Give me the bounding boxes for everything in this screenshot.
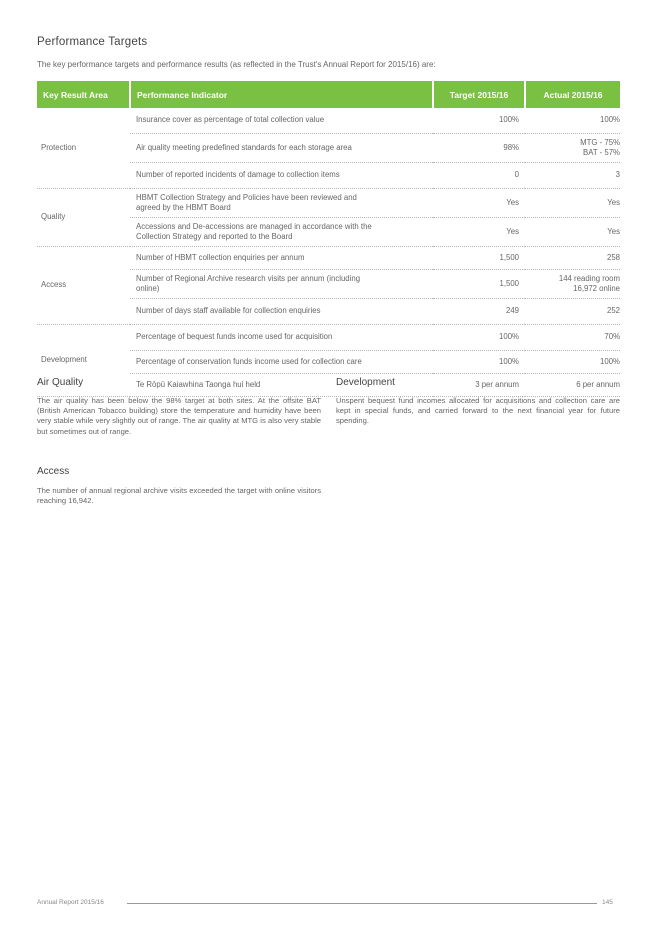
target-cell: Yes [433,189,525,218]
actual-cell: 70% [525,325,620,351]
target-cell: 100% [433,325,525,351]
access-heading: Access [37,466,70,477]
development-heading: Development [336,377,395,388]
actual-cell: 258 [525,247,620,270]
target-cell: 3 per annum [433,374,525,397]
actual-cell [525,270,620,299]
indicator-cell: Te Rōpū Kaiawhina Taonga hui held [130,374,433,397]
air-quality-heading: Air Quality [37,377,84,388]
actual-line: BAT - 57% [583,148,620,157]
performance-table [37,81,620,397]
target-cell: 249 [433,299,525,325]
footer-report-label: Annual Report 2015/16 [37,899,104,906]
indicator-cell: Air quality meeting predefined standards for each storage area [130,134,433,163]
indicator-line: Collection Strategy and reported to the Board [136,232,293,241]
kra-development: Development [37,325,130,397]
actual-cell: Yes [525,189,620,218]
target-cell: 0 [433,163,525,189]
air-quality-text: The air quality has been below the 98% target at both sites. At the offsite BAT (British American Tobacco building) store the temperature and humidity have been very stable while very slightly out of range. The air quality at MTG is also very stable but sometimes out of range. [37,396,321,436]
actual-cell: 6 per annum [525,374,620,397]
target-cell: 100% [433,351,525,374]
table-header-row [37,81,620,108]
indicator-cell: Insurance cover as percentage of total collection value [130,108,433,134]
actual-line: MTG - 75% [580,137,620,147]
actual-cell: 3 [525,163,620,189]
target-cell: 1,500 [433,270,525,299]
intro-text: The key performance targets and performance results (as reflected in the Trust's Annual Report for 2015/16) are: [37,60,436,69]
actual-cell: 100% [525,351,620,374]
development-text: Unspent bequest fund incomes allocated for acquisitions and collection care are kept in special funds, and carried forward to the next financial year for future spending. [336,396,620,426]
indicator-line: Number of Regional Archive research visits per annum (including [136,273,361,283]
footer-divider [127,903,597,904]
indicator-line: agreed by the HBMT Board [136,203,231,212]
target-cell: 98% [433,134,525,163]
target-cell: Yes [433,218,525,247]
indicator-cell: Percentage of bequest funds income used for acquisition [130,325,433,351]
header-indicator: Performance Indicator [130,81,433,108]
indicator-cell [130,189,433,218]
indicator-cell: Number of days staff available for collection enquiries [130,299,433,325]
kra-protection: Protection [37,108,130,189]
table-row [37,247,620,270]
actual-cell: 252 [525,299,620,325]
indicator-line: HBMT Collection Strategy and Policies have been reviewed and [136,192,357,202]
table-row [37,325,620,351]
page-title: Performance Targets [37,36,148,48]
header-actual: Actual 2015/16 [525,81,620,108]
indicator-cell [130,218,433,247]
indicator-cell: Number of HBMT collection enquiries per annum [130,247,433,270]
kra-access: Access [37,247,130,325]
indicator-cell [130,270,433,299]
actual-cell [525,134,620,163]
kra-quality: Quality [37,189,130,247]
header-target: Target 2015/16 [433,81,525,108]
table-row [37,108,620,134]
page-number: 145 [602,899,613,906]
indicator-cell: Number of reported incidents of damage to collection items [130,163,433,189]
indicator-line: Accessions and De-accessions are managed in accordance with the [136,221,372,231]
table-row [37,189,620,218]
indicator-line: online) [136,284,160,293]
actual-line: 144 reading room [558,273,620,283]
actual-cell: 100% [525,108,620,134]
actual-line: 16,972 online [573,284,620,293]
target-cell: 100% [433,108,525,134]
header-kra: Key Result Area [37,81,130,108]
indicator-cell: Percentage of conservation funds income used for collection care [130,351,433,374]
actual-cell: Yes [525,218,620,247]
target-cell: 1,500 [433,247,525,270]
access-text: The number of annual regional archive visits exceeded the target with online visitors reaching 16,942. [37,486,321,506]
